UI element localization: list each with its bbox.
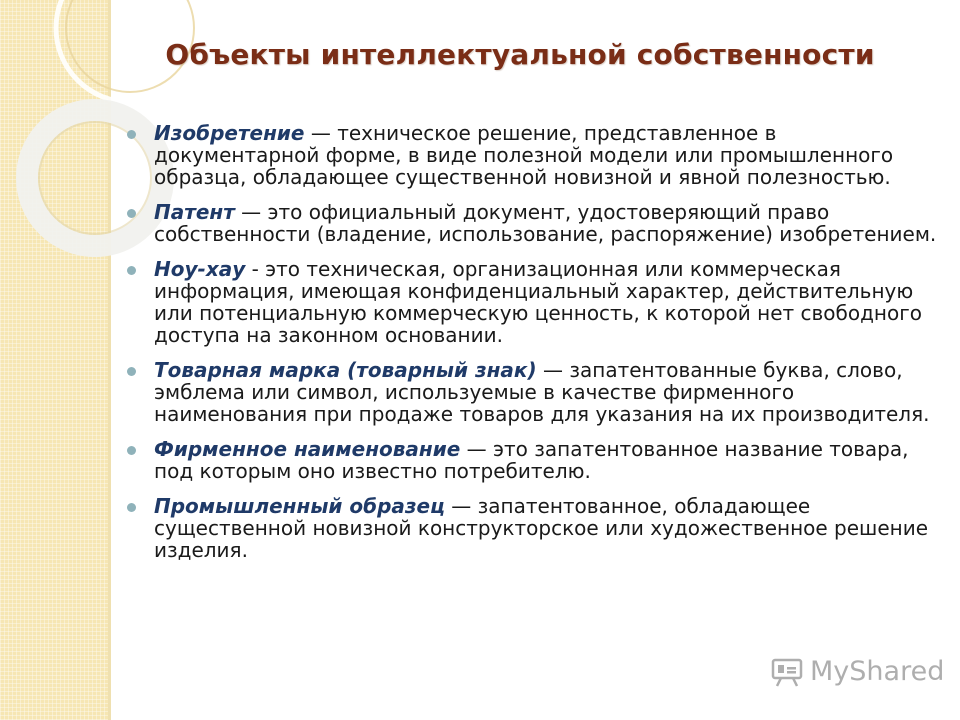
term: Патент (154, 200, 235, 224)
definition-text: — это официальный документ, удостоверяющий право собственности (владение, использование, распоряжение) изобретением. (154, 200, 937, 246)
definition-text: — запатентованное, обладающее существенной новизной конструкторское или художественное решение изделия. (154, 494, 929, 562)
list-item (127, 122, 937, 188)
list-item (127, 495, 937, 561)
bullet-icon (127, 130, 136, 139)
presentation-board-icon (770, 657, 804, 687)
definition-text: — запатентованные буква, слово, эмблема или символ, используемые в качестве фирменного наименования при продаже товаров для указания на их производителя. (154, 358, 930, 426)
bullet-icon (127, 446, 136, 455)
list-item (127, 258, 937, 346)
list-item (127, 359, 937, 425)
term: Фирменное наименование (154, 437, 461, 461)
term: Изобретение (154, 121, 305, 145)
bullet-icon (127, 367, 136, 376)
definition-text: — техническое решение, представленное в документарной форме, в виде полезной модели или промышленного образца, обладающее существенной новизной и явной полезностью. (154, 121, 894, 189)
definition-text: - это техническая, организационная или коммерческая информация, имеющая конфиденциальный характер, действительную или потенциальную коммерческую ценность, к которой нет свободного доступа на законном основании. (154, 257, 922, 347)
term: Ноу-хау (154, 257, 246, 281)
definition-text: — это запатентованное название товара, под которым оно известно потребителю. (154, 437, 909, 483)
list-item (127, 201, 937, 245)
definition-list (127, 122, 937, 574)
bullet-icon (127, 266, 136, 275)
term: Товарная марка (товарный знак) (154, 358, 537, 382)
slide-title: Объекты интеллектуальной собственности (165, 38, 875, 71)
list-item (127, 438, 937, 482)
term: Промышленный образец (154, 494, 445, 518)
watermark (770, 656, 944, 687)
bullet-icon (127, 503, 136, 512)
watermark-text: MyShared (810, 656, 945, 687)
bullet-icon (127, 209, 136, 218)
